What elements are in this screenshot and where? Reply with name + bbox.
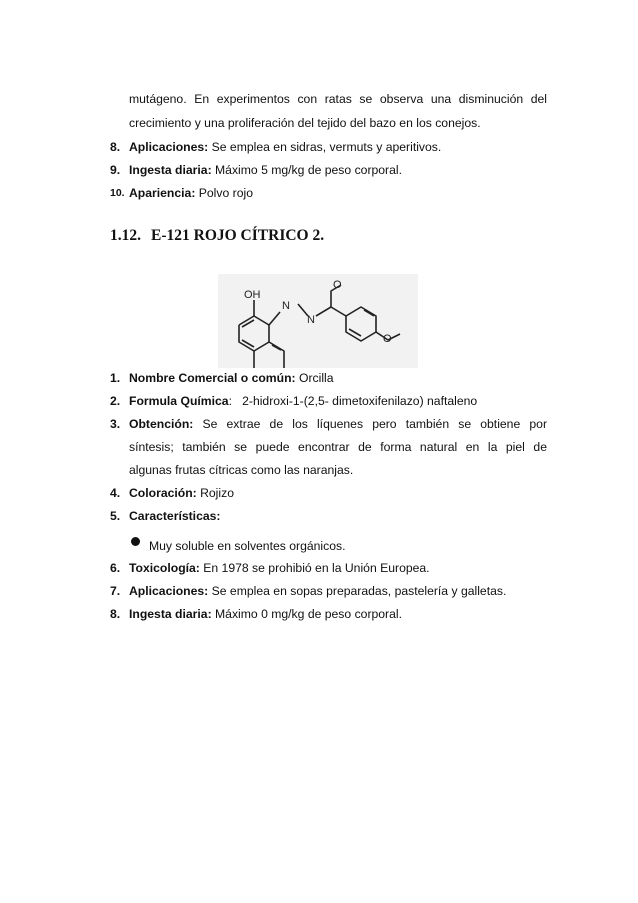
top-item-10-label: Apariencia:	[129, 186, 196, 200]
item-6-text: En 1978 se prohibió en la Unión Europea.	[199, 561, 430, 575]
item-3-number: 3.	[110, 417, 121, 431]
item-8	[129, 607, 547, 621]
top-item-9-label: Ingesta diaria:	[129, 163, 212, 177]
methoxy-o1-label: O	[333, 279, 342, 291]
ring-a-bonds	[239, 316, 269, 351]
item-7	[129, 584, 547, 598]
top-item-9	[129, 163, 547, 177]
item-4-text: Rojizo	[196, 486, 234, 500]
top-item-8-number: 8.	[110, 140, 121, 154]
top-item-9-text: Máximo 5 mg/kg de peso corporal.	[211, 163, 402, 177]
ring-b-bonds	[269, 342, 284, 368]
item-5-label: Características:	[129, 509, 221, 523]
continuation-line-2: crecimiento y una proliferación del tejido del bazo en los conejos.	[129, 116, 481, 130]
section-title: E-121 ROJO CÍTRICO 2.	[151, 227, 325, 244]
oh-label: OH	[244, 289, 261, 301]
top-item-8	[129, 140, 547, 154]
item-5-number: 5.	[110, 509, 121, 523]
chemical-structure-svg	[218, 274, 418, 368]
bullet-item: Muy soluble en solventes orgánicos.	[149, 539, 346, 553]
azo-n1-label: N	[282, 300, 290, 312]
item-4-number: 4.	[110, 486, 121, 500]
item-5	[129, 509, 547, 523]
item-4	[129, 486, 547, 500]
item-1-text: Orcilla	[295, 371, 334, 385]
item-3-line-1	[129, 417, 547, 431]
top-item-10-number: 10.	[110, 187, 125, 199]
top-item-9-number: 9.	[110, 163, 121, 177]
item-4-label: Coloración:	[129, 486, 197, 500]
item-7-number: 7.	[110, 584, 121, 598]
item-6	[129, 561, 547, 575]
continuation-line-1: mutágeno. En experimentos con ratas se observa una disminución del	[129, 92, 547, 106]
methoxy-o2-label: O	[383, 333, 392, 345]
item-6-number: 6.	[110, 561, 121, 575]
item-3-line-3: algunas frutas cítricas como las naranjas.	[129, 463, 354, 477]
chemical-structure-image	[218, 274, 418, 368]
item-6-label: Toxicología:	[129, 561, 200, 575]
top-item-10	[129, 186, 547, 200]
item-2	[129, 394, 547, 408]
item-8-number: 8.	[110, 607, 121, 621]
item-2-label: Formula Química	[129, 394, 229, 408]
top-item-8-text: Se emplea en sidras, vermuts y aperitivos.	[208, 140, 442, 154]
item-8-text: Máximo 0 mg/kg de peso corporal.	[211, 607, 402, 621]
item-1-label: Nombre Comercial o común:	[129, 371, 296, 385]
azo-n2-label: N	[307, 314, 315, 326]
bullet-dot-icon	[131, 537, 140, 546]
top-item-8-label: Aplicaciones:	[129, 140, 209, 154]
top-item-10-text: Polvo rojo	[195, 186, 253, 200]
section-heading	[110, 227, 324, 245]
item-2-text: : 2-hidroxi-1-(2,5- dimetoxifenilazo) naftaleno	[228, 394, 478, 408]
section-number: 1.12.	[110, 227, 141, 244]
item-3-line-2: síntesis; también se puede encontrar de forma natural en la piel de	[129, 440, 547, 454]
item-3-label: Obtención:	[129, 417, 194, 431]
item-3-text-1: Se extrae de los líquenes pero también se obtiene por	[193, 417, 547, 431]
item-7-text: Se emplea en sopas preparadas, pastelería y galletas.	[208, 584, 507, 598]
item-1	[129, 371, 547, 385]
item-7-label: Aplicaciones:	[129, 584, 209, 598]
item-2-number: 2.	[110, 394, 121, 408]
item-8-label: Ingesta diaria:	[129, 607, 212, 621]
item-1-number: 1.	[110, 371, 121, 385]
